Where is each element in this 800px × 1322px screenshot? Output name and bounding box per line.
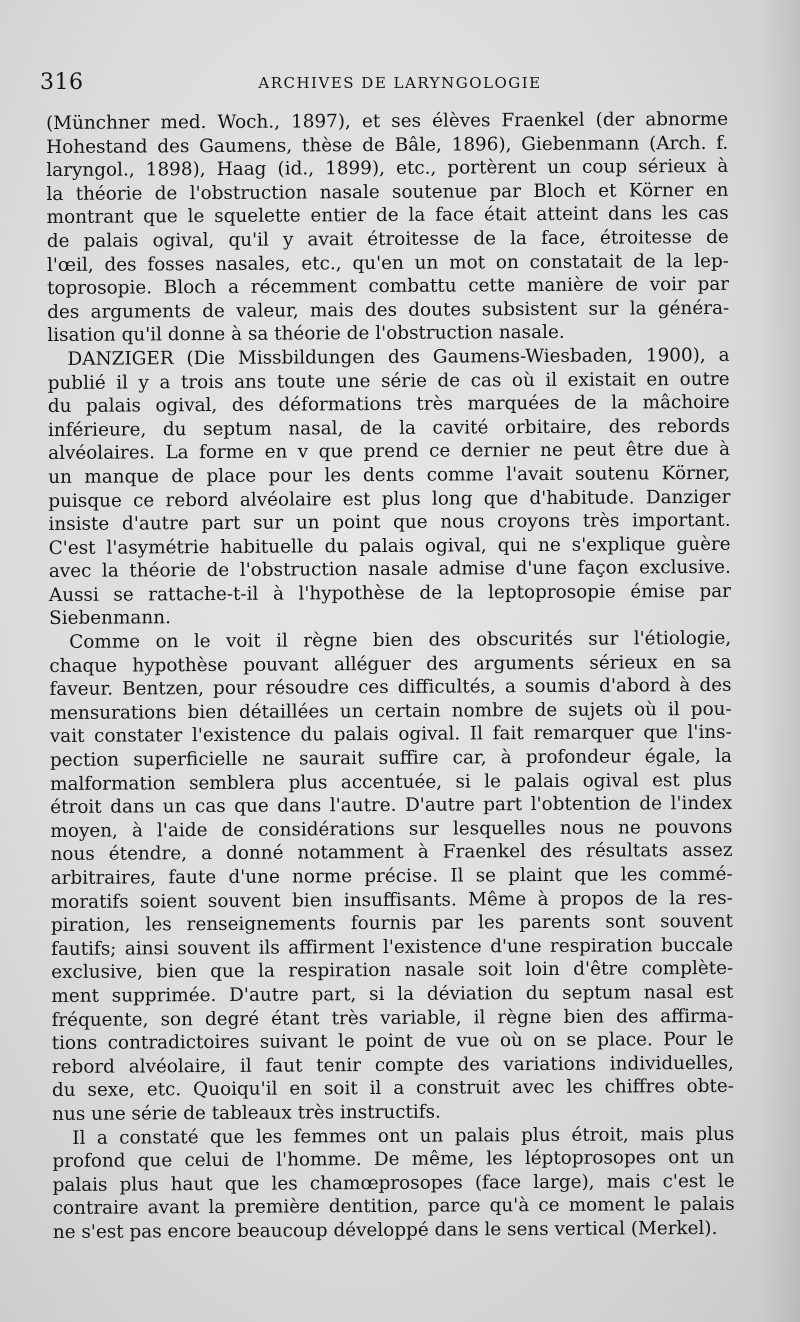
text-line: fautifs; ainsi souvent ils affirment l'existence d'une respiration buccale [51, 934, 734, 960]
running-head [40, 70, 760, 96]
text-line: alvéolaires. La forme en v que prend ce dernier ne peut être due à [48, 439, 731, 465]
text-line: toprosopie. Bloch a récemment combattu cette manière de voir par [47, 273, 730, 300]
text-line: puisque ce rebord alvéolaire est plus long que d'habitude. Danziger [48, 486, 731, 512]
text-line: Comme on le voit il règne bien des obscurités sur l'étiologie, [69, 627, 732, 653]
text-line: de palais ogival, qu'il y avait étroitesse de la face, étroitesse de [46, 226, 729, 252]
text-line: nous étendre, a donné notamment à Fraenkel des résultats assez [50, 840, 733, 866]
text-line: piration, les renseignements fournis par les parents sont souvent [50, 911, 734, 937]
text-line: palais plus haut que les chamœprosopes (face large), mais c'est le [52, 1170, 735, 1196]
paragraph-2 [47, 344, 731, 631]
text-line: ment supprimée. D'autre part, si la déviation du septum nasal est [51, 981, 734, 1007]
text-line: exclusive, bien que la respiration nasale soit loin d'être complète- [51, 958, 734, 984]
text-line: C'est l'asymétrie habituelle du palais ogival, qui ne s'explique guère [48, 533, 731, 559]
text-line: mensurations bien détaillées un certain nombre de sujets où il pou- [49, 698, 732, 724]
text-line: tions contradictoires suivant le point de vue où on se place. Pour le [51, 1028, 734, 1055]
text-line: du palais ogival, des déformations très marquées de la mâchoire [47, 391, 730, 418]
paragraph-4 [52, 1122, 735, 1244]
text-line: (Münchner med. Woch., 1897), et ses élèves Fraenkel (der abnorme [46, 108, 729, 134]
text-line: publié il y a trois ans toute une série de cas où il existait en outre [47, 368, 730, 394]
text-line: pection superficielle ne saurait suffire car, à profondeur égale, la [49, 745, 733, 772]
text-line: montrant que le squelette entier de la face était atteint dans les cas [46, 203, 729, 229]
paragraph-3 [49, 627, 734, 1127]
journal-title: ARCHIVES DE LARYNGOLOGIE [258, 74, 542, 92]
text-line: faveur. Bentzen, pour résoudre ces difficultés, a soumis d'abord à des [49, 675, 732, 701]
text-line: Aussi se rattache-t-il à l'hypothèse de la leptoprosopie émise par [48, 580, 732, 606]
text-line: ne s'est pas encore beaucoup développé dans le sens vertical (Merkel). [52, 1217, 718, 1243]
text-line: contraire avant la première dentition, parce qu'à ce moment le palais [52, 1194, 735, 1220]
text-line: DANZIGER (Die Missbildungen des Gaumens-Wiesbaden, 1900), a [67, 344, 730, 370]
text-line: moratifs soient souvent bien insuffisants. Même à propos de la res- [50, 887, 733, 913]
text-line: Hohestand des Gaumens, thèse de Bâle, 1896), Giebenmann (Arch. f. [46, 132, 729, 158]
text-line: avec la théorie de l'obstruction nasale admise d'une façon exclusive. [48, 557, 731, 583]
text-line: l'œil, des fosses nasales, etc., qu'en un mot on constatait de la lep- [46, 250, 729, 276]
body-text [46, 108, 735, 1245]
text-line: malformation semblera plus accentuée, si le palais ogival est plus [50, 769, 733, 795]
text-line: du sexe, etc. Quoiqu'il en soit il a construit avec les chiffres obte- [51, 1076, 735, 1102]
text-line: nus une série de tableaux très instructifs. [52, 1101, 441, 1125]
page-number: 316 [40, 70, 84, 95]
text-line: des arguments de valeur, mais des doutes subsistent sur la généra- [47, 297, 730, 323]
text-line: fréquente, son degré étant très variable, il règne bien des affirma- [51, 1005, 734, 1031]
text-line: la théorie de l'obstruction nasale soutenue par Bloch et Körner en [46, 179, 729, 205]
text-line: inférieure, du septum nasal, de la cavité orbitaire, des rebords [47, 415, 730, 441]
text-line: moyen, à l'aide de considérations sur lesquelles nous ne pouvons [50, 816, 733, 842]
text-line: arbitraires, faute d'une norme précise. Il se plaint que les commé- [50, 863, 733, 889]
text-line: vait constater l'existence du palais ogival. Il fait remarquer que l'ins- [49, 722, 732, 748]
text-line: laryngol., 1898), Haag (id., 1899), etc., portèrent un coup sérieux à [46, 156, 729, 182]
text-line: insiste d'autre part sur un point que nous croyons très important. [48, 509, 731, 536]
text-line: profond que celui de l'homme. De même, les léptoprosopes ont un [52, 1146, 735, 1173]
paragraph-1 [46, 108, 729, 348]
text-line: Siebenmann. [49, 607, 171, 630]
text-line: chaque hypothèse pouvant alléguer des arguments sérieux en sa [49, 651, 732, 677]
text-line: rebord alvéolaire, il faut tenir compte des variations individuelles, [51, 1052, 734, 1078]
text-line: lisation qu'il donne à sa théorie de l'obstruction nasale. [47, 322, 565, 347]
text-line: Il a constaté que les femmes ont un palais plus étroit, mais plus [72, 1123, 735, 1149]
text-line: étroit dans un cas que dans l'autre. D'autre part l'obtention de l'index [50, 793, 733, 819]
text-line: un manque de place pour les dents comme l'avait soutenu Körner, [48, 462, 731, 488]
